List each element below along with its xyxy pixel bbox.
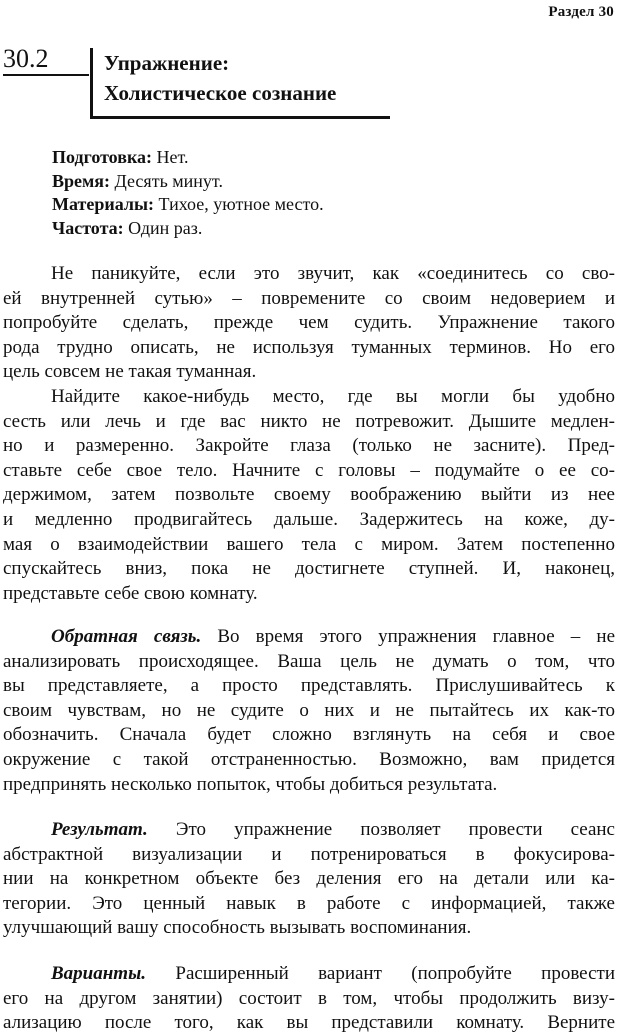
meta-label: Подготовка: bbox=[52, 147, 153, 167]
variants-paragraph bbox=[3, 962, 615, 1036]
text-line: своим чувствам, но не судите о них и не пытайтесь их как-то bbox=[3, 699, 615, 721]
title-underline bbox=[90, 116, 390, 119]
text-line: анализировать происходящее. Ваша цель не думать о том, что bbox=[3, 650, 615, 672]
text-line bbox=[3, 818, 615, 843]
text-line: ализацию после того, как вы представили комнату. Верните bbox=[3, 1012, 615, 1034]
text-fragment: Расширенный вариант (попробуйте провести bbox=[146, 963, 615, 984]
section-title-line: Холистическое сознание bbox=[104, 81, 337, 105]
intro-paragraph bbox=[3, 262, 615, 385]
section-number: 30.2 bbox=[3, 44, 49, 73]
text-line: нии на конкретном объекте без деления его на детали или ка- bbox=[3, 868, 615, 890]
meta-value: Десять минут. bbox=[110, 170, 223, 191]
result-lead: Результат. bbox=[51, 819, 148, 840]
running-head: Раздел 30 bbox=[548, 4, 614, 20]
text-line: улучшающий вашу способность вызывать воспоминания. bbox=[3, 917, 472, 939]
meta-value: Нет. bbox=[152, 147, 189, 167]
text-line: окружение с такой отстраненностью. Возможно, вам придется bbox=[3, 748, 615, 770]
text-line: вы представляете, а просто представлять. Прислушивайтесь к bbox=[3, 675, 615, 697]
meta-label: Материалы: bbox=[52, 194, 155, 215]
text-line: цель совсем не такая туманная. bbox=[3, 361, 257, 383]
instructions-paragraph bbox=[3, 385, 615, 606]
text-fragment: Во время этого упражнения главное – не bbox=[201, 626, 616, 647]
exercise-meta bbox=[52, 146, 324, 240]
text-line: спускайтесь вниз, пока не достигнете ступней. И, наконец, bbox=[3, 558, 615, 580]
meta-time bbox=[52, 170, 324, 194]
text-line: его на другом занятии) состоит в том, чтобы продолжить визу- bbox=[3, 987, 615, 1009]
meta-preparation bbox=[52, 146, 324, 170]
text-line bbox=[3, 625, 615, 650]
feedback-paragraph bbox=[3, 625, 615, 797]
section-number-underline bbox=[3, 74, 89, 76]
variants-lead: Варианты. bbox=[51, 963, 146, 984]
text-line: сесть или лечь и где вас никто не потревожит. Дышите медлен- bbox=[3, 410, 615, 432]
meta-frequency bbox=[52, 217, 324, 241]
title-vertical-rule bbox=[90, 48, 93, 118]
result-paragraph bbox=[3, 818, 615, 941]
text-line: попробуйте сделать, прежде чем судить. Упражнение такого bbox=[3, 312, 615, 334]
text-line: держимом, затем позвольте своему воображению выйти из нее bbox=[3, 484, 615, 506]
text-line: Не паникуйте, если это звучит, как «соединитесь со сво- bbox=[51, 263, 615, 284]
text-line: Найдите какое-нибудь место, где вы могли бы удобно bbox=[51, 386, 615, 407]
section-title-line: Упражнение: bbox=[104, 51, 230, 75]
meta-materials bbox=[52, 193, 324, 217]
text-line: предпринять несколько попыток, чтобы добиться результата. bbox=[3, 773, 498, 795]
meta-label: Частота: bbox=[52, 217, 124, 238]
text-line: абстрактной визуализации и потренироваться в фокусирова- bbox=[3, 843, 615, 865]
meta-value: Один раз. bbox=[123, 217, 203, 238]
text-line: ей внутренней сутью» – повремените со своим недоверием и bbox=[3, 287, 615, 309]
text-fragment: Это упражнение позволяет провести сеанс bbox=[147, 819, 615, 840]
text-line: ставьте себе свое тело. Начните с головы – подумайте о ее со- bbox=[3, 459, 615, 481]
meta-label: Время: bbox=[52, 170, 110, 191]
text-line: но и размеренно. Закройте глаза (только не засните). Пред- bbox=[3, 435, 615, 457]
text-line: представьте себе свою комнату. bbox=[3, 582, 258, 604]
section-title bbox=[104, 48, 336, 108]
text-line: обозначить. Сначала будет сложно взглянуть на себя и свое bbox=[3, 724, 615, 746]
text-line bbox=[3, 962, 615, 987]
text-line: рода трудно описать, не используя туманных терминов. Но его bbox=[3, 336, 615, 358]
text-line: мая о взаимодействии вашего тела с миром. Затем постепенно bbox=[3, 533, 615, 555]
text-line: и медленно продвигайтесь дальше. Задержитесь на коже, ду- bbox=[3, 508, 615, 530]
meta-value: Тихое, уютное место. bbox=[154, 194, 324, 215]
feedback-lead: Обратная связь. bbox=[51, 626, 202, 647]
text-line: тегории. Это ценный навык в работе с информацией, также bbox=[3, 892, 615, 914]
